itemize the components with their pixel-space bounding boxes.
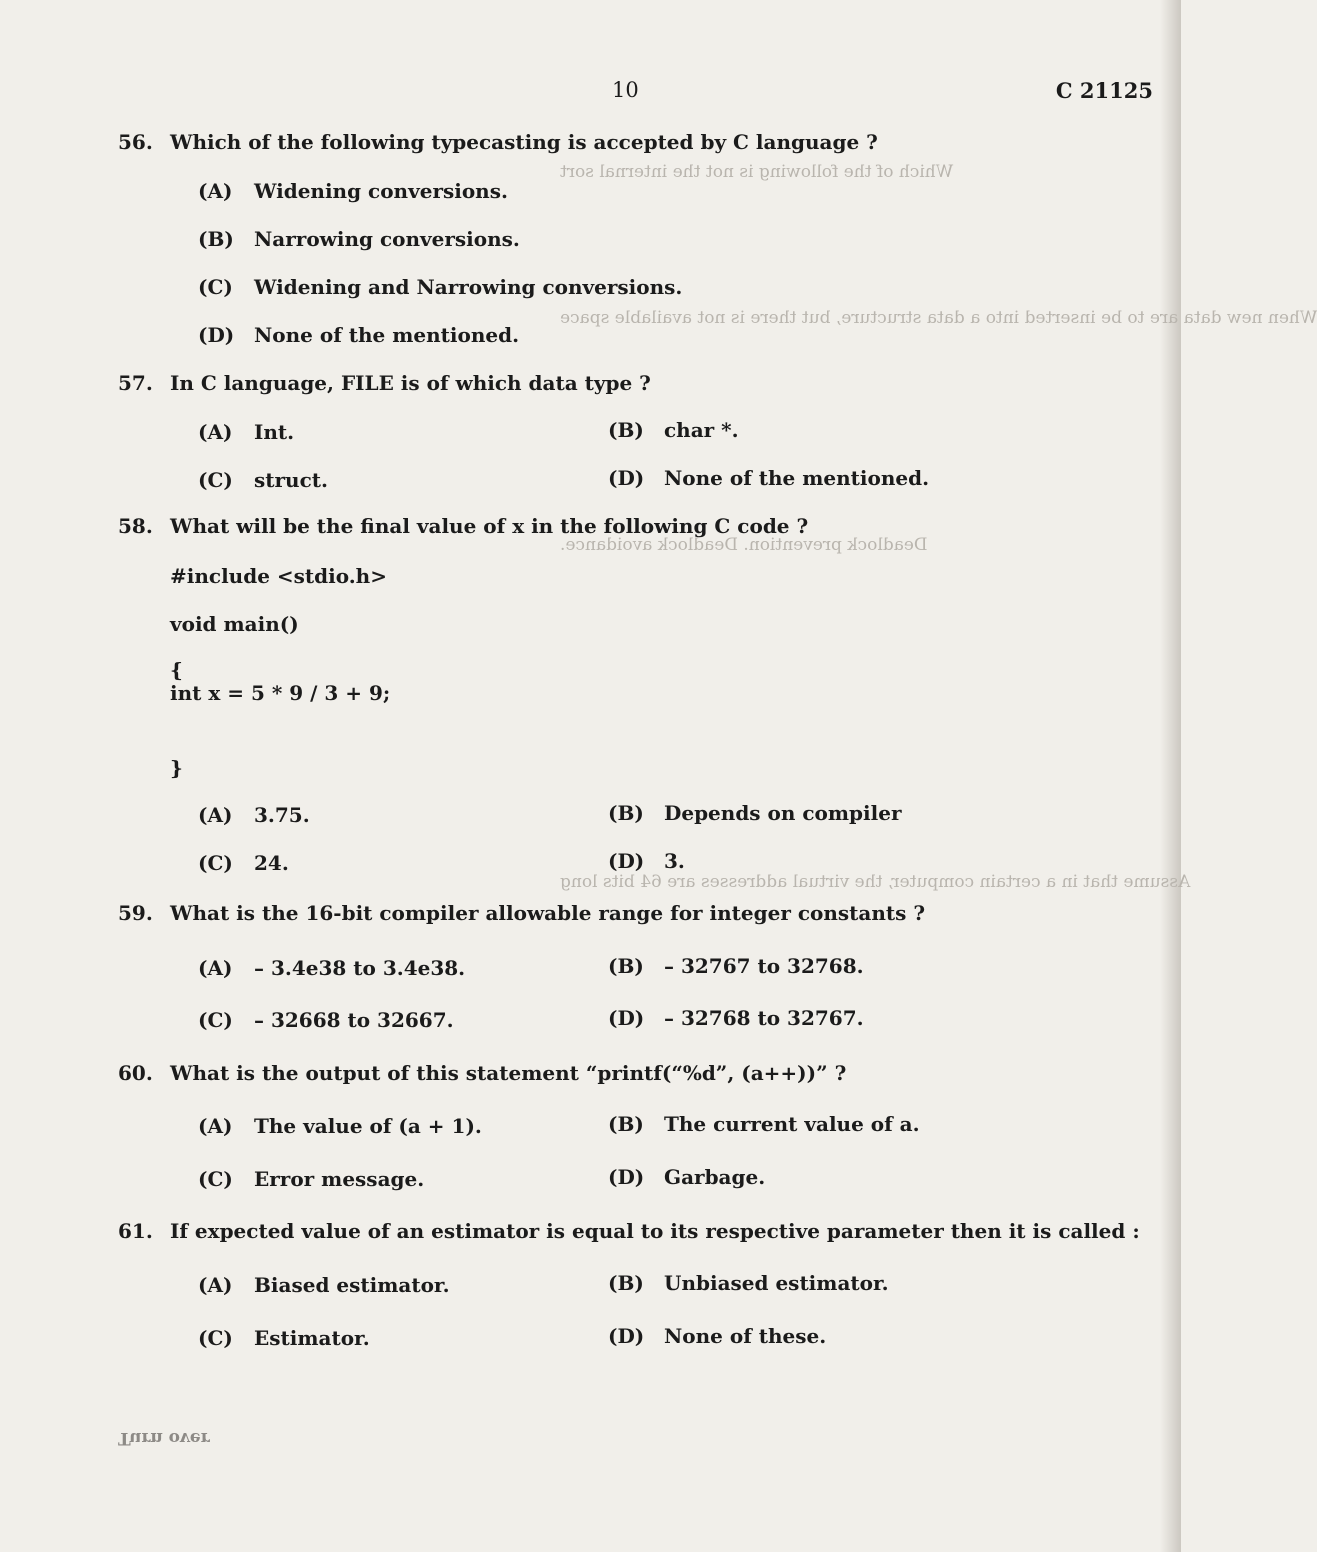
- code-line: {: [170, 658, 183, 682]
- option-56-a: (A) Widening conversions.: [198, 179, 508, 203]
- code-line: int x = 5 * 9 / 3 + 9;: [170, 681, 391, 705]
- code-line: }: [170, 756, 183, 780]
- option-58-d: (D) 3.: [608, 849, 685, 873]
- question-56: [118, 130, 878, 154]
- question-text: What will be the final value of x in the following C code ?: [170, 514, 809, 538]
- code-line: void main(): [170, 612, 299, 636]
- question-number: 60.: [118, 1061, 153, 1085]
- question-number: 56.: [118, 130, 153, 154]
- option-56-c: (C) Widening and Narrowing conversions.: [198, 275, 683, 299]
- question-57: [118, 371, 651, 395]
- question-text: What is the 16-bit compiler allowable range for integer constants ?: [170, 901, 926, 925]
- question-number: 59.: [118, 901, 153, 925]
- option-57-c: (C) struct.: [198, 468, 328, 492]
- option-59-d: (D) – 32768 to 32767.: [608, 1006, 864, 1030]
- question-text: In C language, FILE is of which data type ?: [170, 371, 651, 395]
- option-57-d: (D) None of the mentioned.: [608, 466, 930, 490]
- question-text: If expected value of an estimator is equal to its respective parameter then it is called :: [170, 1219, 1140, 1243]
- option-58-a: (A) 3.75.: [198, 803, 310, 827]
- page-number: 10: [612, 78, 639, 102]
- option-58-b: (B) Depends on compiler: [608, 801, 902, 825]
- turn-over-note: Turn over: [118, 1428, 210, 1448]
- question-number: 58.: [118, 514, 153, 538]
- option-56-d: (D) None of the mentioned.: [198, 323, 520, 347]
- question-text: What is the output of this statement “printf(“%d”, (a++))” ?: [170, 1061, 847, 1085]
- question-number: 57.: [118, 371, 153, 395]
- code-line: #include <stdio.h>: [170, 564, 387, 588]
- option-61-b: (B) Unbiased estimator.: [608, 1271, 889, 1295]
- option-56-b: (B) Narrowing conversions.: [198, 227, 520, 251]
- option-60-a: (A) The value of (a + 1).: [198, 1114, 482, 1138]
- question-number: 61.: [118, 1219, 153, 1243]
- option-61-a: (A) Biased estimator.: [198, 1273, 450, 1297]
- question-text: Which of the following typecasting is accepted by C language ?: [170, 130, 878, 154]
- question-59: [118, 901, 925, 925]
- option-60-d: (D) Garbage.: [608, 1165, 766, 1189]
- option-58-c: (C) 24.: [198, 851, 289, 875]
- bleed-through-text: When new data are to be inserted into a data structure, but there is not available space: [560, 308, 1317, 328]
- question-61: [118, 1219, 1140, 1243]
- exam-code: C 21125: [1055, 78, 1153, 103]
- option-59-b: (B) – 32767 to 32768.: [608, 954, 864, 978]
- option-59-a: (A) – 3.4e38 to 3.4e38.: [198, 956, 466, 980]
- option-57-b: (B) char *.: [608, 418, 739, 442]
- option-59-c: (C) – 32668 to 32667.: [198, 1008, 454, 1032]
- bleed-through-text: Which of the following is not the internal sort: [560, 162, 954, 182]
- page-edge-shadow: [1160, 0, 1181, 1552]
- option-60-b: (B) The current value of a.: [608, 1112, 920, 1136]
- option-61-d: (D) None of these.: [608, 1324, 827, 1348]
- option-60-c: (C) Error message.: [198, 1167, 425, 1191]
- question-60: [118, 1061, 846, 1085]
- question-58: [118, 514, 808, 538]
- option-57-a: (A) Int.: [198, 420, 295, 444]
- option-61-c: (C) Estimator.: [198, 1326, 370, 1350]
- bleed-through-text: Deadlock prevention. Deadlock avoidance.: [560, 535, 928, 555]
- bleed-through-text: Assume that in a certain computer, the virtual addresses are 64 bits long: [560, 872, 1191, 892]
